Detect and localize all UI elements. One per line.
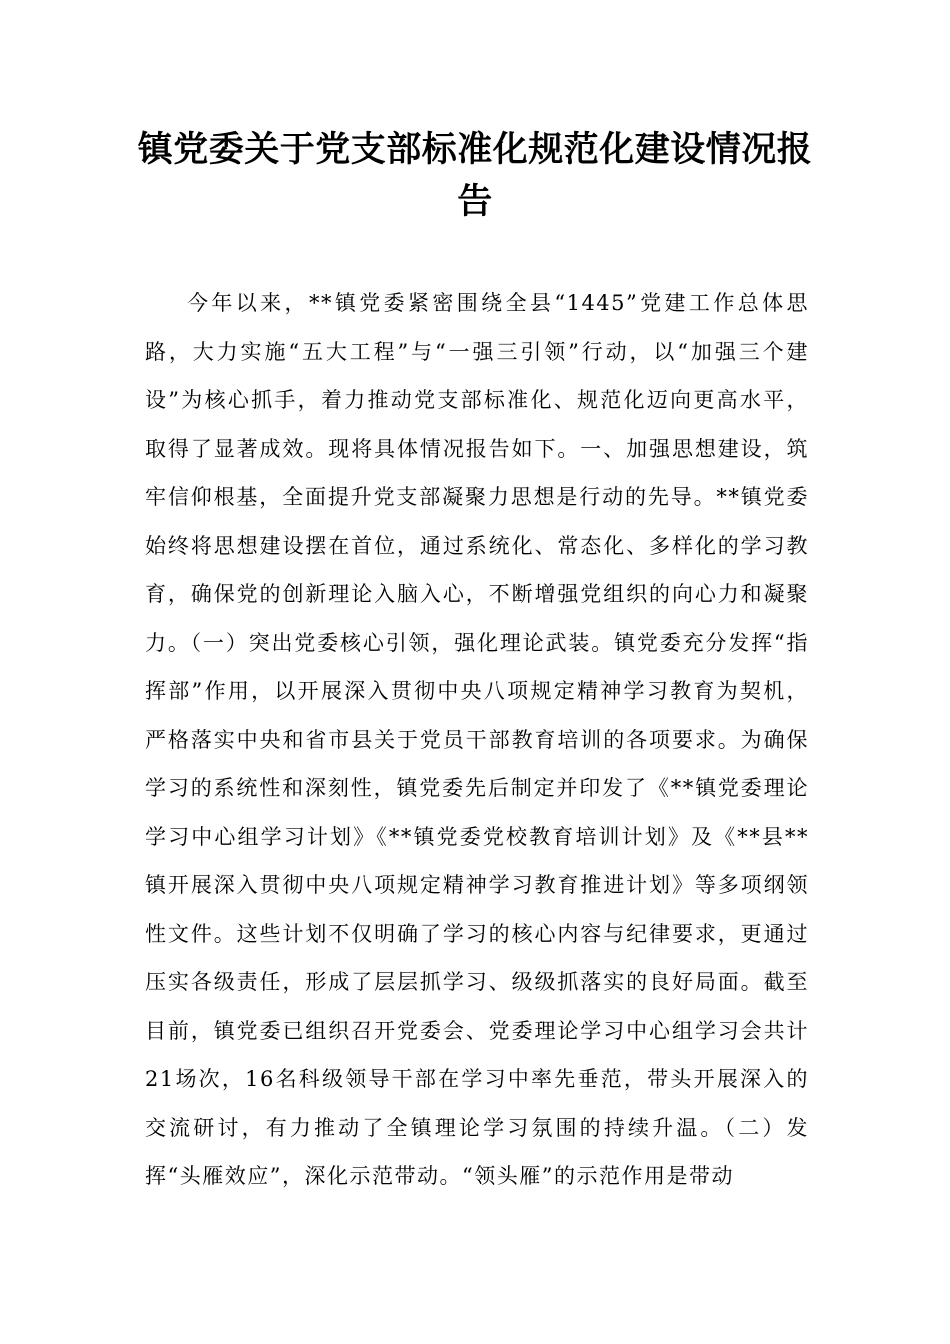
document-title: 镇党委关于党支部标准化规范化建设情况报告 [137,130,813,222]
document-body-paragraph: 今年以来，**镇党委紧密围绕全县“1445”党建工作总体思路，大力实施“五大工程”与“一强三引领”行动，以“加强三个建设”为核心抓手，着力推动党支部标准化、规范化迈向更高水平，取得了显著成效。现将具体情况报告如下。一、加强思想建设，筑牢信仰根基，全面提升党支部凝聚力思想是行动的先导。**镇党委始终将思想建设摆在首位，通过系统化、常态化、多样化的学习教育，确保党的创新理论入脑入心，不断增强党组织的向心力和凝聚力。（一）突出党委核心引领，强化理论武装。镇党委充分发挥“指挥部”作用，以开展深入贯彻中央八项规定精神学习教育为契机，严格落实中央和省市县关于党员干部教育培训的各项要求。为确保学习的系统性和深刻性，镇党委先后制定并印发了《**镇党委理论学习中心组学习计划》《**镇党委党校教育培训计划》及《**县**镇开展深入贯彻中央八项规定精神学习教育推进计划》等多项纲领性文件。这些计划不仅明确了学习的核心内容与纪律要求，更通过压实各级责任，形成了层层抓学习、级级抓落实的良好局面。截至目前，镇党委已组织召开党委会、党委理论学习中心组学习会共计21场次，16名科级领导干部在学习中率先垂范，带头开展深入的交流研讨，有力推动了全镇理论学习氛围的持续升温。（二）发挥“头雁效应”，深化示范带动。“领头雁”的示范作用是带动 [145,291,809,1188]
